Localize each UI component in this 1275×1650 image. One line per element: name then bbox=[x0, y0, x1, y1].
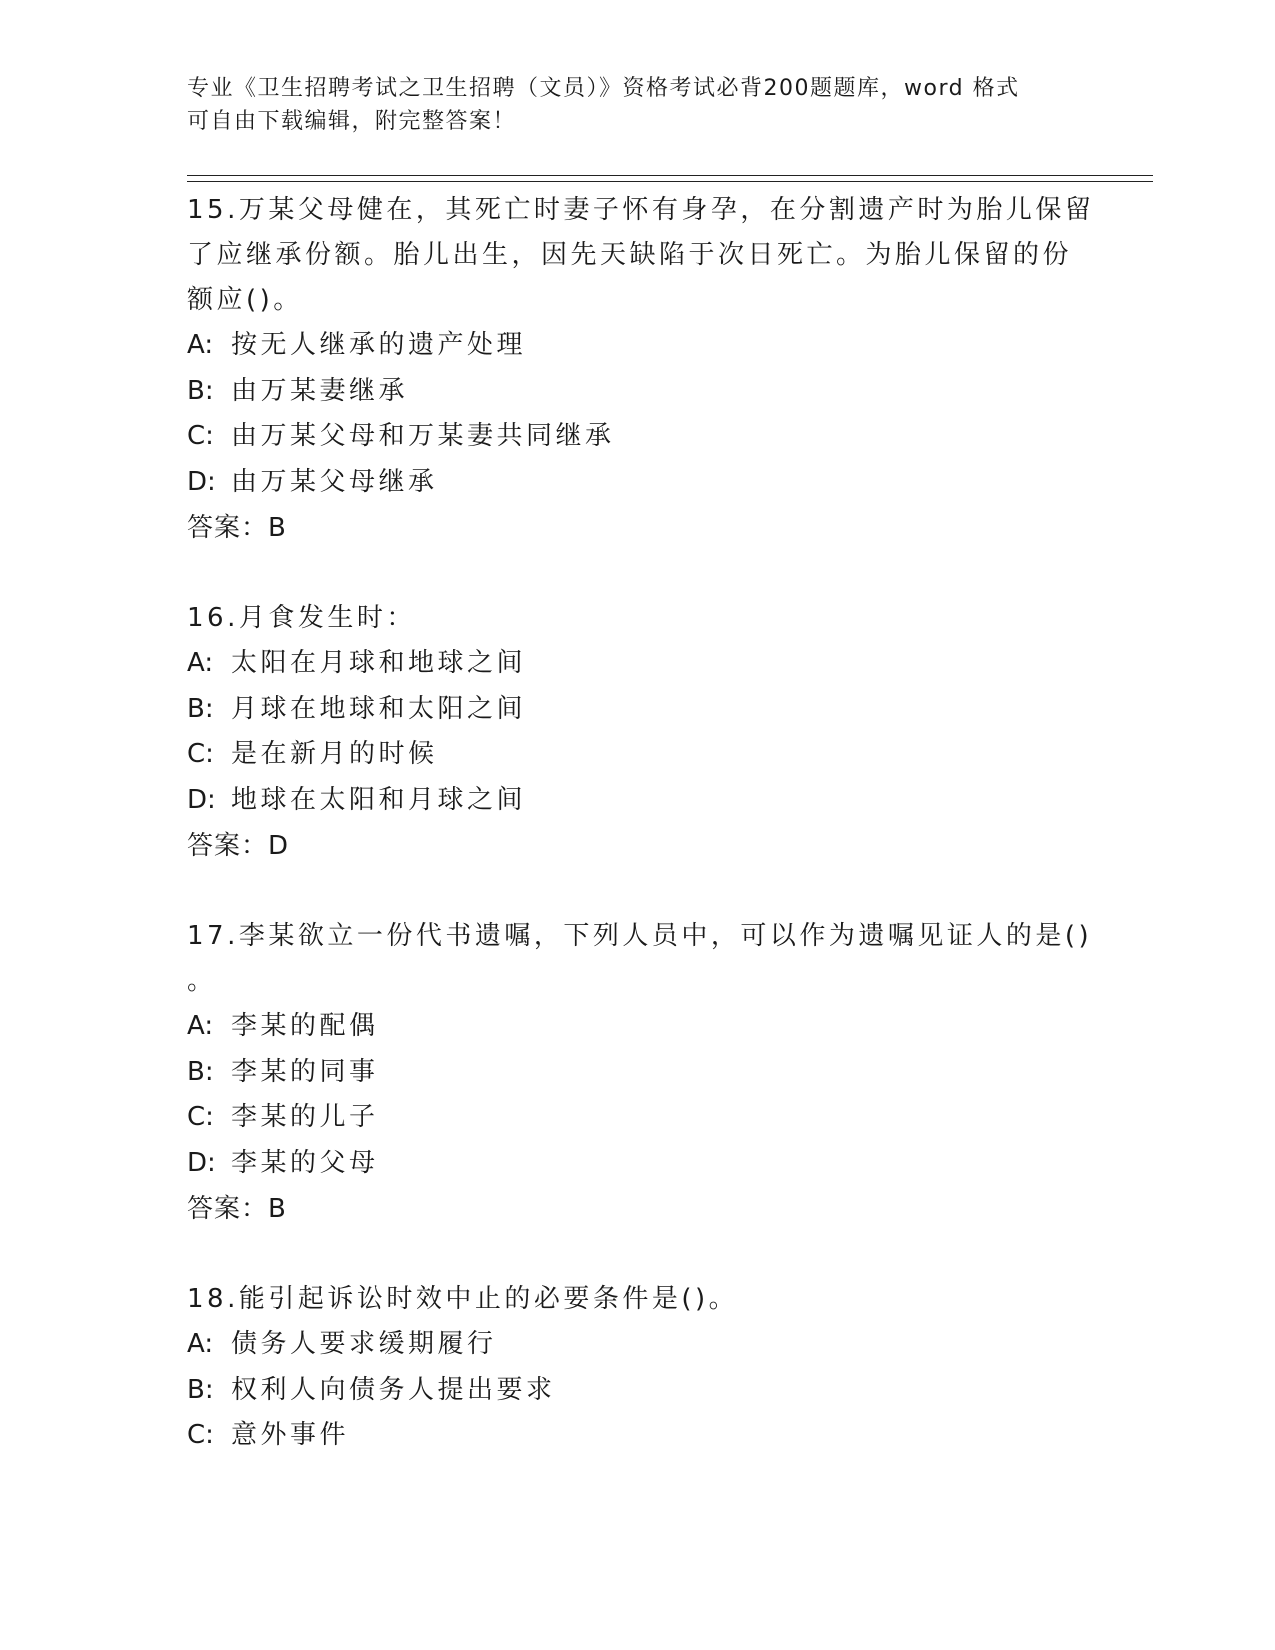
option-text: 李某的配偶 bbox=[231, 1011, 379, 1041]
option-key: C: bbox=[187, 1420, 214, 1450]
option-text: 月球在地球和太阳之间 bbox=[231, 693, 527, 724]
option-text: 是在新月的时候 bbox=[231, 739, 438, 769]
question-17 bbox=[187, 914, 1093, 1232]
option-b bbox=[187, 687, 1087, 733]
option-d bbox=[187, 778, 1087, 824]
option-a bbox=[187, 1322, 1087, 1368]
option-text: 李某的儿子 bbox=[231, 1102, 379, 1132]
option-a bbox=[187, 323, 1087, 369]
option-text: 由万某妻继承 bbox=[231, 375, 409, 406]
question-text-line: 17.李某欲立一份代书遗嘱，下列人员中，可以作为遗嘱见证人的是() bbox=[187, 921, 1093, 951]
option-key: C: bbox=[187, 739, 214, 769]
option-key: D: bbox=[187, 466, 216, 497]
option-d bbox=[187, 1141, 1087, 1187]
option-text: 地球在太阳和月球之间 bbox=[231, 784, 527, 815]
option-text: 李某的父母 bbox=[231, 1147, 379, 1178]
header-line-2: 可自由下载编辑，附完整答案！ bbox=[187, 109, 517, 134]
option-key: D: bbox=[187, 1147, 216, 1178]
option-b bbox=[187, 1050, 1087, 1096]
question-15 bbox=[187, 188, 1095, 551]
answer-line: 答案：D bbox=[187, 831, 290, 861]
option-d bbox=[187, 460, 1087, 506]
question-text-line: 15.万某父母健在，其死亡时妻子怀有身孕，在分割遗产时为胎儿保留 bbox=[187, 195, 1095, 225]
option-text: 由万某父母继承 bbox=[231, 466, 438, 497]
option-text: 按无人继承的遗产处理 bbox=[231, 330, 527, 360]
option-key: C: bbox=[187, 421, 214, 451]
option-key: B: bbox=[187, 693, 214, 724]
option-text: 李某的同事 bbox=[231, 1056, 379, 1087]
option-c bbox=[187, 414, 1087, 460]
header-rule-bottom bbox=[187, 181, 1153, 182]
option-b bbox=[187, 1368, 1087, 1414]
option-c bbox=[187, 1413, 1087, 1459]
option-key: A: bbox=[187, 1329, 214, 1359]
option-a bbox=[187, 1004, 1087, 1050]
option-c bbox=[187, 732, 1087, 778]
option-key: C: bbox=[187, 1102, 214, 1132]
document-header bbox=[187, 72, 1067, 138]
option-key: B: bbox=[187, 1374, 214, 1405]
option-text: 由万某父母和万某妻共同继承 bbox=[231, 421, 615, 451]
option-text: 意外事件 bbox=[231, 1420, 350, 1450]
option-c bbox=[187, 1095, 1087, 1141]
option-text: 太阳在月球和地球之间 bbox=[231, 648, 527, 678]
question-text-line: 了应继承份额。胎儿出生，因先天缺陷于次日死亡。为胎儿保留的份 bbox=[187, 240, 1073, 270]
option-key: A: bbox=[187, 330, 214, 360]
question-list bbox=[187, 188, 1095, 1504]
option-a bbox=[187, 641, 1087, 687]
option-text: 债务人要求缓期履行 bbox=[231, 1329, 497, 1359]
header-rule-top bbox=[187, 175, 1153, 176]
question-text-line: 18.能引起诉讼时效中止的必要条件是()。 bbox=[187, 1284, 739, 1314]
option-key: B: bbox=[187, 1056, 214, 1087]
question-text-line: 。 bbox=[187, 966, 217, 996]
question-16 bbox=[187, 596, 1087, 869]
option-b bbox=[187, 369, 1087, 415]
question-18 bbox=[187, 1277, 1087, 1459]
answer-line: 答案：B bbox=[187, 513, 287, 543]
option-key: B: bbox=[187, 375, 214, 406]
question-text-line: 额应()。 bbox=[187, 285, 303, 315]
header-line-1: 专业《卫生招聘考试之卫生招聘（文员）》资格考试必背200题题库，word 格式 bbox=[187, 76, 1020, 101]
question-text-line: 16.月食发生时： bbox=[187, 603, 416, 633]
option-key: D: bbox=[187, 784, 216, 815]
answer-line: 答案：B bbox=[187, 1194, 287, 1224]
option-text: 权利人向债务人提出要求 bbox=[231, 1374, 556, 1405]
option-key: A: bbox=[187, 1011, 214, 1041]
option-key: A: bbox=[187, 648, 214, 678]
